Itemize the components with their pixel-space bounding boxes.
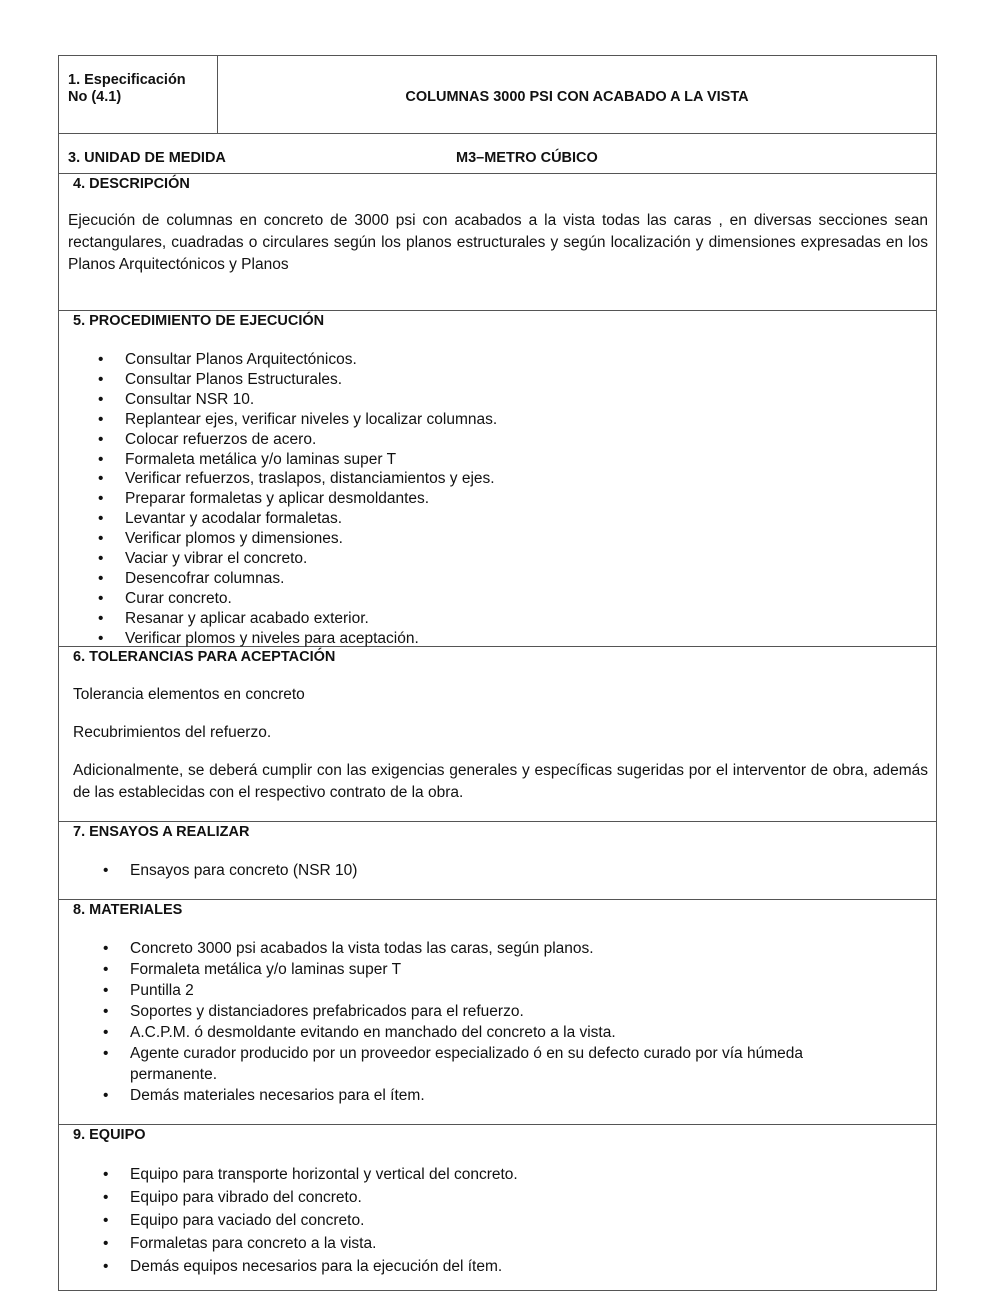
procedure-step: • Consultar NSR 10. <box>73 390 497 410</box>
material-item: • A.C.P.M. ó desmoldante evitando en manchado del concreto a la vista. <box>78 1022 876 1043</box>
spec-label-line1: 1. Especificación <box>68 72 186 88</box>
procedure-step: • Vaciar y vibrar el concreto. <box>73 549 497 569</box>
equipment-item: • Equipo para transporte horizontal y vertical del concreto. <box>78 1163 518 1186</box>
material-item: • Soportes y distanciadores prefabricados para el refuerzo. <box>78 1001 876 1022</box>
tolerance-cover: Recubrimientos del refuerzo. <box>73 724 272 741</box>
spec-sheet-table <box>58 55 937 1291</box>
procedure-list <box>73 350 497 649</box>
equipment-section <box>59 1125 936 1290</box>
procedure-step: • Formaleta metálica y/o laminas super T <box>73 450 497 470</box>
procedure-step: • Levantar y acodalar formaletas. <box>73 509 497 529</box>
procedure-step: • Verificar plomos y dimensiones. <box>73 529 497 549</box>
procedure-step: • Consultar Planos Arquitectónicos. <box>73 350 497 370</box>
procedure-step: • Verificar plomos y niveles para aceptación. <box>73 629 497 649</box>
unit-row <box>59 134 936 174</box>
tests-section <box>59 822 936 900</box>
procedure-step: • Curar concreto. <box>73 589 497 609</box>
material-item: • Puntilla 2 <box>78 980 876 1001</box>
test-item: • Ensayos para concreto (NSR 10) <box>78 860 357 882</box>
spec-row <box>59 56 936 134</box>
equipment-heading: 9. EQUIPO <box>73 1127 146 1143</box>
description-text: Ejecución de columnas en concreto de 3000 psi con acabados a la vista todas las caras , en diversas secciones sean rectangulares, cuadradas o circulares según los planos estructurales y según localización y dimensiones expresadas en los Planos Arquitectónicos y Planos <box>68 212 928 273</box>
tolerances-section <box>59 647 936 822</box>
spec-number-cell <box>59 56 218 133</box>
procedure-step: • Verificar refuerzos, traslapos, distanciamientos y ejes. <box>73 469 497 489</box>
equipment-item: • Formaletas para concreto a la vista. <box>78 1232 518 1255</box>
tolerance-concrete: Tolerancia elementos en concreto <box>73 686 305 703</box>
materials-heading: 8. MATERIALES <box>73 902 183 918</box>
tolerance-additional: Adicionalmente, se deberá cumplir con las exigencias generales y específicas sugeridas por el interventor de obra, además de las establecidas con el respectivo contrato de la obra. <box>73 762 928 801</box>
unit-value: M3–METRO CÚBICO <box>456 150 598 166</box>
procedure-step: • Resanar y aplicar acabado exterior. <box>73 609 497 629</box>
description-heading: 4. DESCRIPCIÓN <box>73 176 190 192</box>
material-item: • Formaleta metálica y/o laminas super T <box>78 959 876 980</box>
equipment-item: • Demás equipos necesarios para la ejecución del ítem. <box>78 1255 518 1278</box>
tolerances-heading: 6. TOLERANCIAS PARA ACEPTACIÓN <box>73 649 336 665</box>
procedure-step: • Colocar refuerzos de acero. <box>73 430 497 450</box>
equipment-item: • Equipo para vaciado del concreto. <box>78 1209 518 1232</box>
material-item: • Demás materiales necesarios para el ítem. <box>78 1085 876 1106</box>
spec-title: COLUMNAS 3000 PSI CON ACABADO A LA VISTA <box>405 89 749 105</box>
tests-list <box>78 860 357 882</box>
material-item: • Agente curador producido por un proveedor especializado ó en su defecto curado por vía húmeda permanente. <box>78 1043 876 1085</box>
procedure-section <box>59 311 936 647</box>
procedure-step: • Desencofrar columnas. <box>73 569 497 589</box>
description-section <box>59 174 936 311</box>
material-item: • Concreto 3000 psi acabados la vista todas las caras, según planos. <box>78 938 876 959</box>
procedure-step: • Replantear ejes, verificar niveles y localizar columnas. <box>73 410 497 430</box>
materials-list <box>78 938 876 1106</box>
procedure-heading: 5. PROCEDIMIENTO DE EJECUCIÓN <box>73 313 325 329</box>
equipment-list <box>78 1163 518 1278</box>
spec-label-line2: No (4.1) <box>68 89 122 105</box>
procedure-step: • Preparar formaletas y aplicar desmoldantes. <box>73 489 497 509</box>
equipment-item: • Equipo para vibrado del concreto. <box>78 1186 518 1209</box>
procedure-step: • Consultar Planos Estructurales. <box>73 370 497 390</box>
unit-label: 3. UNIDAD DE MEDIDA <box>68 150 226 166</box>
materials-section <box>59 900 936 1125</box>
tests-heading: 7. ENSAYOS A REALIZAR <box>73 824 250 840</box>
